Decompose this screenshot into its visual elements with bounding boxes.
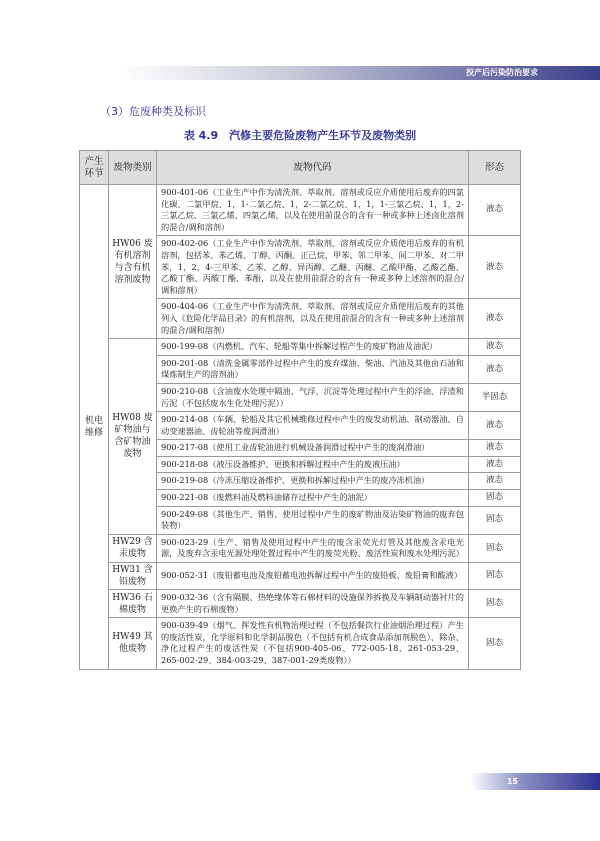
waste-code-cell: 900-023-29（生产、销售及使用过程中产生的废含汞荧光灯管及其他废含汞电光源，及废弃含汞电光源处理处置过程中产生的废荧光粉、废活性炭和废水处理污泥） xyxy=(157,534,469,562)
waste-form-cell: 液态 xyxy=(469,236,521,299)
waste-form-cell: 液态 xyxy=(469,339,521,356)
waste-code-cell: 900-249-08（其他生产、销售、使用过程中产生的废矿物油及沾染矿物油的废弃包装物） xyxy=(157,506,469,534)
generation-link-cell: 机电维修 xyxy=(80,185,109,670)
waste-form-cell: 固态 xyxy=(469,534,521,562)
running-header: 投产后污染防治要求 xyxy=(466,68,538,77)
footer-bar xyxy=(470,773,600,790)
table-row xyxy=(80,563,521,590)
waste-category-cell: HW06 废有机溶剂与含有机溶剂废物 xyxy=(109,185,157,339)
waste-form-cell: 固态 xyxy=(469,506,521,534)
waste-code-cell: 900-201-08（清洗金属零部件过程中产生的废弃煤油、柴油、汽油及其他由石油和煤炼制生产的溶剂油） xyxy=(157,355,469,383)
waste-code-cell: 900-039-49（烟气、挥发性有机物治理过程（不包括餐饮行业油烟治理过程）产生的废活性炭，化学原料和化学制品脱色（不包括有机合成食品添加剂脱色）、除杂、净化过程产生的废活性炭（不包括900-405-06、772-005-18、261-053-29、265-002-29、384-003-29、387-001-29类废物）） xyxy=(157,618,469,669)
waste-code-cell: 900-052-31（废铅蓄电池及废铅蓄电池拆解过程中产生的废铅板、废铅膏和酸液） xyxy=(157,563,469,590)
section-heading: （3）危废种类及标识 xyxy=(100,105,206,118)
waste-code-cell: 900-404-06（工业生产中作为清洗剂、萃取剂、溶剂或反应介质使用后废弃的其他列入《危险化学品目录》的有机溶剂，以及在使用前混合的含有一种或多种上述溶剂的混合/调和溶剂） xyxy=(157,299,469,339)
waste-code-cell: 900-210-08（含油废水处理中隔油、气浮、沉淀等处理过程中产生的浮油、浮渣和污泥（不包括废水生化处理污泥）） xyxy=(157,383,469,411)
table-row xyxy=(80,339,521,356)
table-header-row xyxy=(80,151,521,185)
waste-form-cell: 固态 xyxy=(469,490,521,507)
table-caption: 表 4.9 汽修主要危险废物产生环节及废物类别 xyxy=(183,129,417,142)
table-row xyxy=(80,534,521,562)
waste-code-cell: 900-402-06（工业生产中作为清洗剂、萃取剂、溶剂或反应介质使用后废弃的有机溶剂，包括苯、苯乙烯、丁醇、丙酮、正己烷、甲苯、邻二甲苯、间二甲苯、对二甲苯，1，2，4-三甲苯、乙苯、乙醇、异丙醇、乙醚、丙醚、乙酸甲酯、乙酸乙酯、乙酸丁酯、丙酸丁酯、苯酚，以及在使用前混合的含有一种或多种上述溶剂的混合/调和溶剂） xyxy=(157,236,469,299)
waste-form-cell: 液态 xyxy=(469,440,521,457)
waste-code-cell: 900-221-08（废燃料油及燃料油储存过程中产生的油泥） xyxy=(157,490,469,507)
waste-category-cell: HW36 石棉废物 xyxy=(109,590,157,618)
waste-form-cell: 半固态 xyxy=(469,383,521,411)
waste-form-cell: 液态 xyxy=(469,185,521,236)
column-header-category: 废物类别 xyxy=(109,151,157,185)
waste-code-cell: 900-199-08（内燃机、汽车、轮船等集中拆解过程产生的废矿物油及油泥） xyxy=(157,339,469,356)
column-header-code: 废物代码 xyxy=(157,151,469,185)
table-row xyxy=(80,590,521,618)
waste-code-cell: 900-401-06（工业生产中作为清洗剂、萃取剂、溶剂或反应介质使用后废弃的四氯化碳、二氯甲烷、1，1-二氯乙烷、1，2-二氯乙烷、1，1，1-三氯乙烷、1，1，2-三氯乙烷、三氯乙烯、四氯乙烯，以及在使用前混合的含有一种或多种上述卤化溶剂的混合/调和溶剂） xyxy=(157,185,469,236)
waste-code-cell: 900-219-08（冷冻压缩设备维护、更换和拆解过程中产生的废冷冻机油） xyxy=(157,473,469,490)
waste-code-cell: 900-218-08（液压设备维护、更换和拆解过程中产生的废液压油） xyxy=(157,456,469,473)
waste-code-cell: 900-217-08（使用工业齿轮油进行机械设备润滑过程中产生的废润滑油） xyxy=(157,440,469,457)
waste-form-cell: 液态 xyxy=(469,355,521,383)
table-row xyxy=(80,618,521,669)
waste-category-cell: HW08 废矿物油与含矿物油废物 xyxy=(109,339,157,535)
waste-form-cell: 液态 xyxy=(469,299,521,339)
waste-form-cell: 液态 xyxy=(469,473,521,490)
column-header-form: 形态 xyxy=(469,151,521,185)
waste-form-cell: 固态 xyxy=(469,590,521,618)
waste-category-cell: HW49 其他废物 xyxy=(109,618,157,669)
waste-code-cell: 900-032-36（含有隔膜、热绝缘体等石棉材料的设施保养拆换及车辆制动器衬片的更换产生的石棉废物） xyxy=(157,590,469,618)
hazardous-waste-table xyxy=(79,150,521,670)
table-row xyxy=(80,185,521,236)
waste-form-cell: 固态 xyxy=(469,563,521,590)
table-body xyxy=(80,185,521,670)
waste-form-cell: 液态 xyxy=(469,412,521,440)
waste-category-cell: HW29 含汞废物 xyxy=(109,534,157,562)
page-number: 15 xyxy=(506,777,518,786)
column-header-link: 产生环节 xyxy=(80,151,109,185)
waste-category-cell: HW31 含铅废物 xyxy=(109,563,157,590)
waste-code-cell: 900-214-08（车辆、轮船及其它机械维修过程中产生的废发动机油、制动器油、自动变速器油、齿轮油等废润滑油） xyxy=(157,412,469,440)
waste-form-cell: 固态 xyxy=(469,618,521,669)
waste-form-cell: 液态 xyxy=(469,456,521,473)
